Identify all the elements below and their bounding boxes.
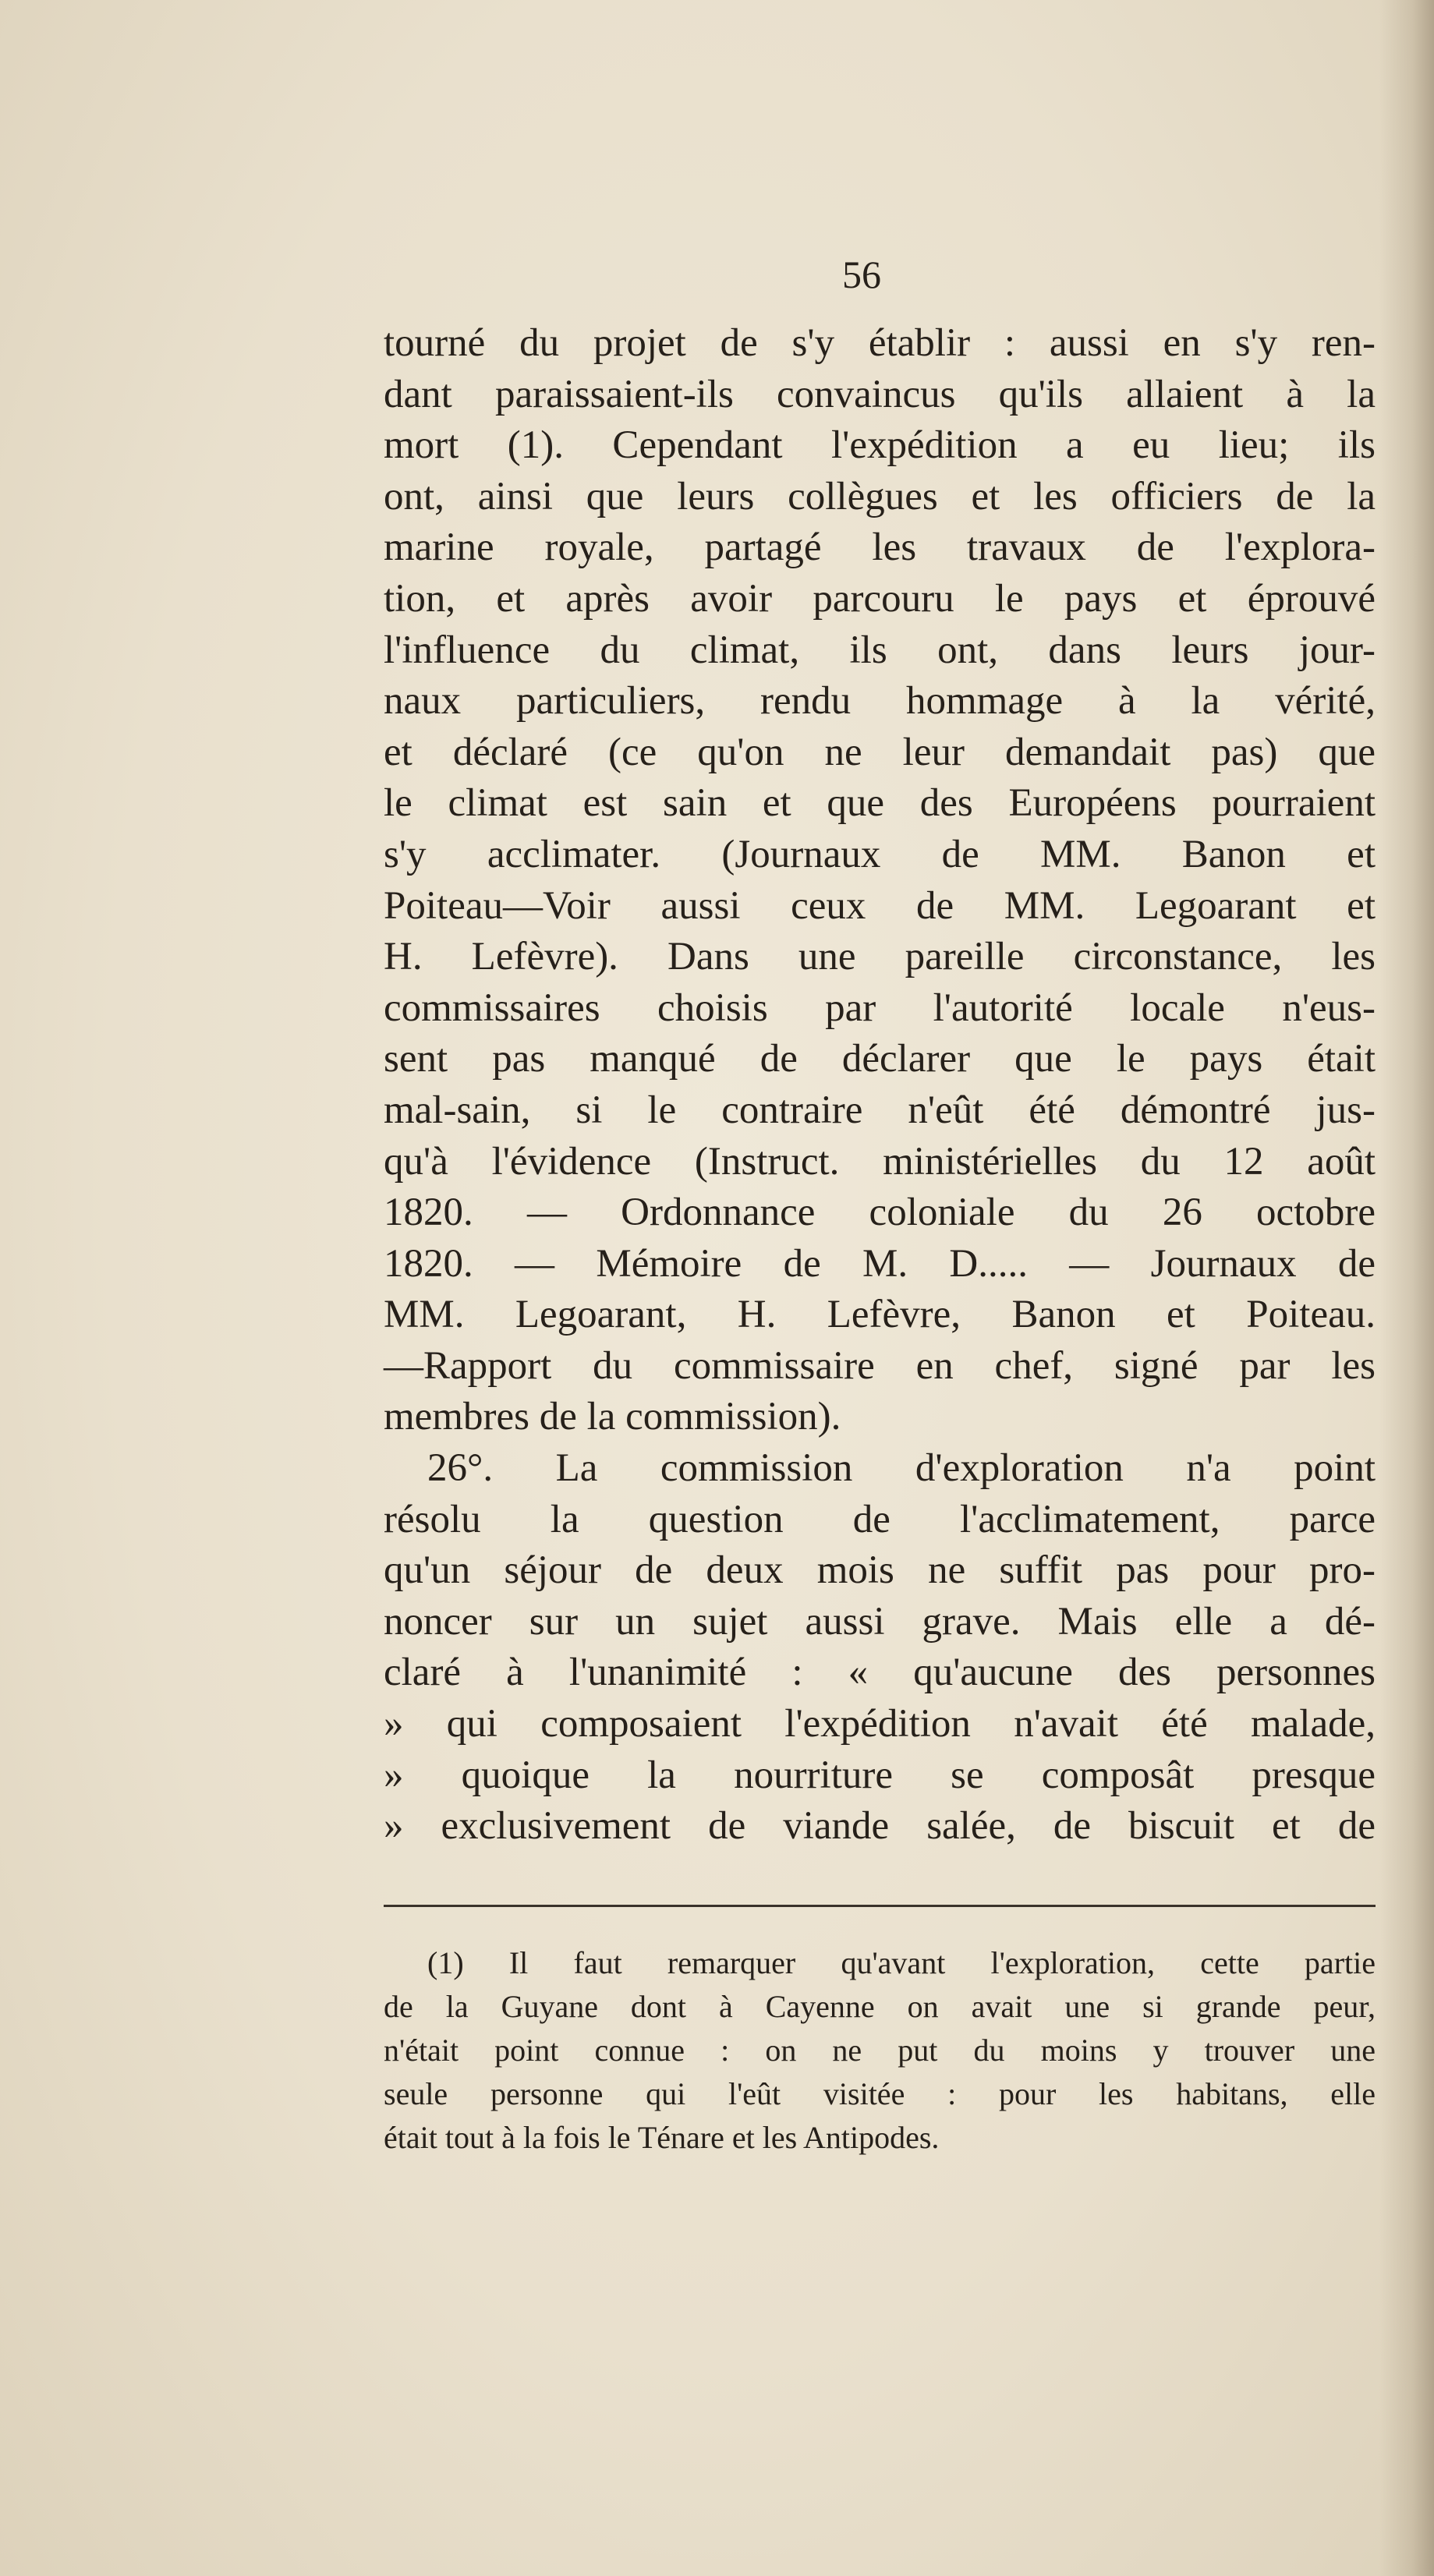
text-line: le climat est sain et que des Européens pourraient <box>384 781 1376 826</box>
text-line: sent pas manqué de déclarer que le pays était <box>384 1037 1376 1081</box>
text-line: qu'à l'évidence (Instruct. ministérielles du 12 août <box>384 1139 1376 1184</box>
text-line: 1820. — Ordonnance coloniale du 26 octobre <box>384 1191 1376 1235</box>
footnote-rule <box>384 1905 1376 1907</box>
page-gutter-shadow <box>1379 0 1434 2576</box>
footnote-block <box>384 1941 1376 2160</box>
text-line: H. Lefèvre). Dans une pareille circonstance, les <box>384 935 1376 979</box>
text-line: » exclusivement de viande salée, de biscuit et de <box>384 1804 1376 1849</box>
text-line: résolu la question de l'acclimatement, parce <box>384 1497 1376 1541</box>
main-text-block <box>384 318 1376 1852</box>
text-line: claré à l'unanimité : « qu'aucune des personnes <box>384 1651 1376 1695</box>
text-line: MM. Legoarant, H. Lefèvre, Banon et Poiteau. <box>384 1293 1376 1337</box>
text-line: ont, ainsi que leurs collègues et les officiers de la <box>384 474 1376 518</box>
text-line: mort (1). Cependant l'expédition a eu lieu; ils <box>384 423 1376 468</box>
text-line: commissaires choisis par l'autorité locale n'eus- <box>384 985 1376 1030</box>
text-line: naux particuliers, rendu hommage à la vérité, <box>384 679 1376 724</box>
text-line: noncer sur un sujet aussi grave. Mais elle a dé- <box>384 1599 1376 1644</box>
text-line: membres de la commission). <box>384 1395 841 1439</box>
footnote-line: seule personne qui l'eût visitée : pour les habitans, elle <box>384 2076 1376 2111</box>
text-line: dant paraissaient-ils convaincus qu'ils allaient à la <box>384 372 1376 416</box>
text-line: 1820. — Mémoire de M. D..... — Journaux de <box>384 1241 1376 1286</box>
text-line: tourné du projet de s'y établir : aussi en s'y ren- <box>384 321 1376 365</box>
page-number: 56 <box>842 253 881 296</box>
text-line: qu'un séjour de deux mois ne suffit pas pour pro- <box>384 1548 1376 1593</box>
text-line: l'influence du climat, ils ont, dans leurs jour- <box>384 628 1376 672</box>
text-line: mal-sain, si le contraire n'eût été démontré jus- <box>384 1088 1376 1132</box>
text-line: tion, et après avoir parcouru le pays et éprouvé <box>384 576 1376 621</box>
footnote-line: (1) Il faut remarquer qu'avant l'exploration, cette partie <box>427 1945 1376 1980</box>
text-line: —Rapport du commissaire en chef, signé par les <box>384 1343 1376 1388</box>
text-line: et déclaré (ce qu'on ne leur demandait pas) que <box>384 730 1376 774</box>
text-line: Poiteau—Voir aussi ceux de MM. Legoarant et <box>384 883 1376 928</box>
text-line: » qui composaient l'expédition n'avait été malade, <box>384 1702 1376 1746</box>
footnote-line: n'était point connue : on ne put du moins y trouver une <box>384 2033 1376 2068</box>
text-line: » quoique la nourriture se composât presque <box>384 1753 1376 1797</box>
footnote-line: était tout à la fois le Ténare et les Antipodes. <box>384 2120 940 2155</box>
footnote-line: de la Guyane dont à Cayenne on avait une si grande peur, <box>384 1989 1376 2024</box>
text-line: 26°. La commission d'exploration n'a point <box>427 1446 1376 1491</box>
text-line: marine royale, partagé les travaux de l'explora- <box>384 525 1376 570</box>
text-line: s'y acclimater. (Journaux de MM. Banon et <box>384 832 1376 876</box>
